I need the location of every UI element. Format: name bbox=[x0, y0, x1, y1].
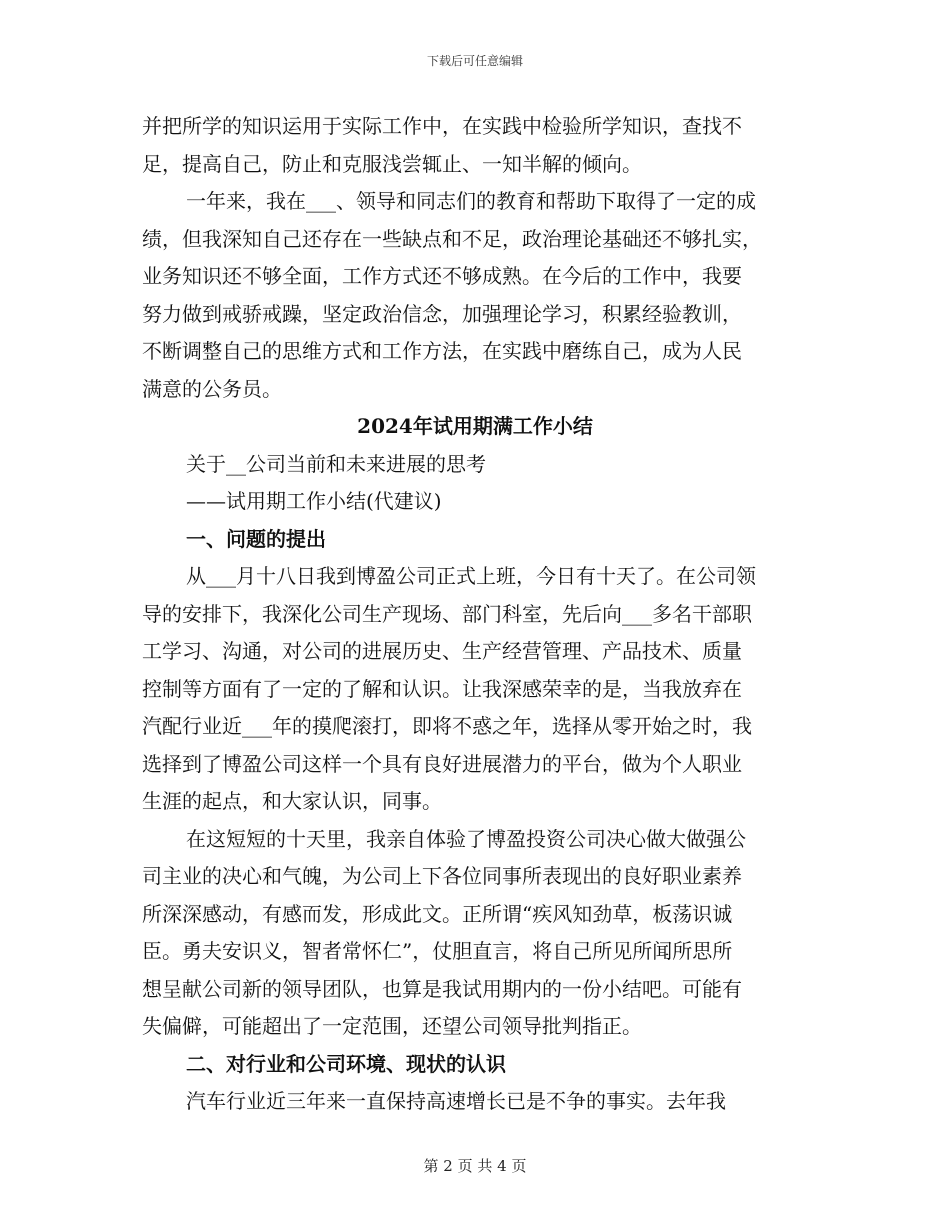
text-line: 控制等方面有了一定的了解和认识。让我深感荣幸的是，当我放弃在 bbox=[142, 676, 742, 701]
text-line: 绩，但我深知自己还存在一些缺点和不足，政治理论基础还不够扎实， bbox=[142, 226, 762, 251]
text-line: 足，提高自己，防止和克服浅尝辄止、一知半解的倾向。 bbox=[142, 151, 642, 176]
subtitle-note bbox=[142, 483, 808, 521]
text-line: 司主业的决心和气魄，为公司上下各位同事所表现出的良好职业素养 bbox=[142, 864, 742, 888]
text-line: 汽配行业近___年的摸爬滚打，即将不惑之年，选择从零开始之时，我 bbox=[142, 714, 752, 738]
text-line: 在这短短的十天里，我亲自体验了博盈投资公司决心做大做强公 bbox=[186, 826, 746, 851]
text-line: 所深深感动，有感而发，形成此文。正所谓“疾风知劲草，板荡识诚 bbox=[142, 901, 733, 926]
paragraph-4 bbox=[142, 821, 808, 1046]
text-line: 工学习、沟通，对公司的进展历史、生产经营管理、产品技术、质量 bbox=[142, 639, 742, 663]
text-line: 满意的公务员。 bbox=[142, 376, 282, 401]
paragraph-3 bbox=[142, 558, 808, 821]
paragraph-5 bbox=[142, 1083, 808, 1121]
text-line: 臣。勇夫安识义，智者常怀仁”，仗胆直言，将自己所见所闻所思所 bbox=[142, 939, 733, 963]
text-line: 从___月十八日我到博盈公司正式上班，今日有十天了。在公司领 bbox=[186, 564, 756, 588]
text-line: 一年来，我在___、领导和同志们的教育和帮助下取得了一定的成 bbox=[186, 189, 756, 213]
text-line: 想呈献公司新的领导团队，也算是我试用期内的一份小结吧。可能有 bbox=[142, 976, 742, 1001]
text-line: 生涯的起点，和大家认识，同事。 bbox=[142, 789, 442, 813]
page-footer: 第 2 页 共 4 页 bbox=[423, 1157, 527, 1175]
text-line: 导的安排下，我深化公司生产现场、部门科室，先后向___多名干部职 bbox=[142, 601, 752, 626]
subtitle-topic bbox=[142, 446, 808, 484]
paragraph-1 bbox=[142, 108, 808, 183]
text-line: 选择到了博盈公司这样一个具有良好进展潜力的平台，做为个人职业 bbox=[142, 751, 742, 776]
page-header: 下载后可任意编辑 bbox=[426, 54, 523, 68]
text-line: ——试用期工作小结(代建议) bbox=[186, 489, 442, 513]
heading-problem: 一、问题的提出 bbox=[186, 526, 326, 551]
text-line: 不断调整自己的思维方式和工作方法，在实践中磨练自己，成为人民 bbox=[142, 339, 742, 363]
text-line: 失偏僻，可能超出了一定范围，还望公司领导批判指正。 bbox=[142, 1014, 642, 1038]
text-line: 努力做到戒骄戒躁，坚定政治信念，加强理论学习，积累经验教训， bbox=[142, 301, 742, 326]
text-line: 并把所学的知识运用于实际工作中，在实践中检验所学知识，查找不 bbox=[142, 114, 742, 138]
text-line: 汽车行业近三年来一直保持高速增长已是不争的事实。去年我 bbox=[186, 1089, 726, 1113]
section-title: 2024年试用期满工作小结 bbox=[357, 414, 593, 438]
text-line: 关于__公司当前和未来进展的思考 bbox=[186, 451, 486, 476]
document-body bbox=[142, 108, 808, 1121]
text-line: 业务知识还不够全面，工作方式还不够成熟。在今后的工作中，我要 bbox=[142, 264, 742, 288]
paragraph-2 bbox=[142, 183, 808, 408]
heading-industry: 二、对行业和公司环境、现状的认识 bbox=[186, 1051, 506, 1076]
